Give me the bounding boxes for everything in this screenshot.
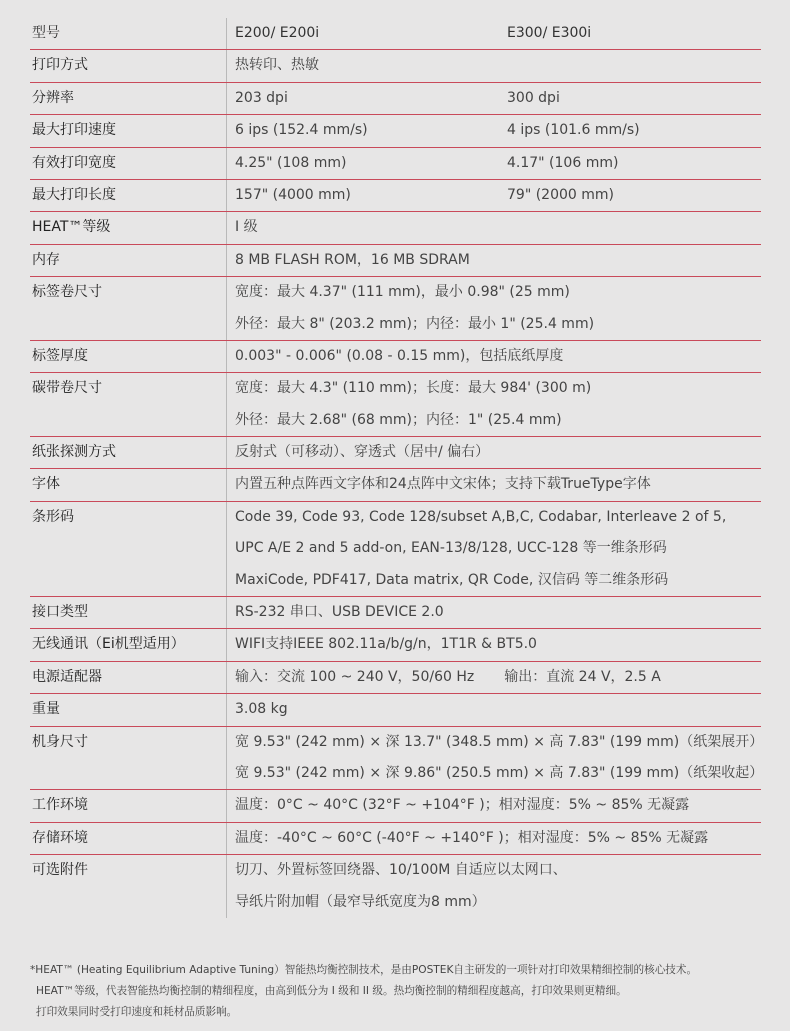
row-value-line: Code 39, Code 93, Code 128/subset A,B,C, Codabar, Interleave 2 of 5, <box>235 508 727 525</box>
row-value-b: 79" (2000 mm) <box>507 186 614 203</box>
row-value: RS-232 串口、USB DEVICE 2.0 <box>235 604 444 621</box>
row-value-line: 外径：最大 8" (203.2 mm)；内径：最小 1" (25.4 mm) <box>235 315 595 332</box>
row-value-line: 切刀、外置标签回绕器、10/100M 自适应以太网口、 <box>235 862 567 879</box>
power-input: 输入：交流 100 ~ 240 V，50/60 Hz <box>235 668 475 685</box>
row-label: 分辨率 <box>32 89 74 106</box>
row-value-line: 导纸片附加帽（最窄导纸宽度为8 mm） <box>235 893 486 910</box>
row-label: 碳带卷尺寸 <box>32 380 102 397</box>
row-value-a: 4.25" (108 mm) <box>235 154 347 171</box>
row-weight <box>30 694 761 726</box>
row-label: 无线通讯（Ei机型适用） <box>32 636 185 653</box>
row-value-b: 4.17" (106 mm) <box>507 154 619 171</box>
row-value-line: 外径：最大 2.68" (68 mm)；内径：1" (25.4 mm) <box>235 411 562 428</box>
row-value-line: UPC A/E 2 and 5 add-on, EAN-13/8/128, UCC-128 等一维条形码 <box>235 540 667 557</box>
row-value: 0.003" - 0.006" (0.08 - 0.15 mm)，包括底纸厚度 <box>235 347 564 364</box>
row-value: 温度：-40°C ~ 60°C (-40°F ~ +140°F )；相对湿度：5% ~ 85% 无凝露 <box>235 829 709 846</box>
row-value-b: 300 dpi <box>507 89 560 106</box>
footnote-line: 打印效果同时受打印速度和耗材品质影响。 <box>36 1006 238 1018</box>
row-value: 温度：0°C ~ 40°C (32°F ~ +104°F )；相对湿度：5% ~ 85% 无凝露 <box>235 797 690 814</box>
row-value: 8 MB FLASH ROM，16 MB SDRAM <box>235 251 470 268</box>
model-b: E300/ E300i <box>507 25 592 41</box>
row-label: 内存 <box>32 251 60 268</box>
row-storage-env <box>30 823 761 855</box>
footnote <box>30 960 770 1023</box>
row-label: 最大打印速度 <box>32 122 116 139</box>
row-value-input <box>235 662 661 693</box>
header-label: 型号 <box>32 25 60 41</box>
row-label: 最大打印长度 <box>32 186 116 203</box>
row-label: 存储环境 <box>32 829 88 846</box>
row-value-a: 6 ips (152.4 mm/s) <box>235 122 368 139</box>
row-value: 3.08 kg <box>235 701 288 718</box>
row-operating-env <box>30 790 761 822</box>
row-label: 标签卷尺寸 <box>32 284 102 301</box>
model-a: E200/ E200i <box>235 25 320 41</box>
row-value: I 级 <box>235 219 258 236</box>
row-paper-sensor <box>30 437 761 469</box>
row-resolution <box>30 83 761 115</box>
row-max-speed <box>30 115 761 147</box>
row-label: HEAT™等级 <box>32 219 111 236</box>
row-label: 机身尺寸 <box>32 733 88 750</box>
row-label: 电源适配器 <box>32 668 102 685</box>
row-value-line: 宽度：最大 4.3" (110 mm)；长度：最大 984' (300 m) <box>235 380 592 397</box>
row-barcodes <box>30 502 761 597</box>
row-memory <box>30 245 761 277</box>
row-dimensions <box>30 727 764 791</box>
row-print-method <box>30 50 761 82</box>
row-interface <box>30 597 761 629</box>
row-ribbon-roll <box>30 373 761 437</box>
row-value-line: 宽 9.53" (242 mm) × 深 13.7" (348.5 mm) × 高 7.83" (199 mm)（纸架展开） <box>235 733 764 750</box>
row-label: 重量 <box>32 701 60 718</box>
footnote-line: *HEAT™ (Heating Equilibrium Adaptive Tuning）智能热均衡控制技术，是由POSTEK自主研发的一项针对打印效果精细控制的核心技术。 <box>30 964 698 976</box>
row-value: WIFI支持IEEE 802.11a/b/g/n，1T1R & BT5.0 <box>235 636 537 653</box>
row-value: 内置五种点阵西文字体和24点阵中文宋体；支持下载TrueType字体 <box>235 476 651 493</box>
row-label-roll <box>30 277 761 341</box>
row-value: 热转印、热敏 <box>235 57 319 74</box>
spec-table <box>30 18 764 918</box>
row-options <box>30 855 761 918</box>
row-label: 接口类型 <box>32 604 88 621</box>
row-value-a: 157" (4000 mm) <box>235 186 351 203</box>
row-label: 可选附件 <box>32 862 88 879</box>
row-fonts <box>30 469 761 501</box>
row-label: 工作环境 <box>32 797 88 814</box>
row-label: 有效打印宽度 <box>32 154 116 171</box>
footnote-line: HEAT™等级，代表智能热均衡控制的精细程度，由高到低分为 I 级和 II 级。热均衡控制的精细程度越高，打印效果则更精细。 <box>36 985 627 997</box>
header-row <box>30 18 761 50</box>
row-label: 纸张探测方式 <box>32 444 116 461</box>
row-value-b: 4 ips (101.6 mm/s) <box>507 122 640 139</box>
power-output: 输出：直流 24 V，2.5 A <box>504 668 661 685</box>
row-label: 条形码 <box>32 508 74 525</box>
row-wireless <box>30 629 761 661</box>
row-print-width <box>30 148 761 180</box>
row-label: 字体 <box>32 476 60 493</box>
row-value-line: 宽度：最大 4.37" (111 mm)，最小 0.98" (25 mm) <box>235 284 570 301</box>
row-value-line: 宽 9.53" (242 mm) × 深 9.86" (250.5 mm) × 高 7.83" (199 mm)（纸架收起） <box>235 764 764 781</box>
row-label-thickness <box>30 341 761 373</box>
row-print-length <box>30 180 761 212</box>
row-value-line: MaxiCode, PDF417, Data matrix, QR Code, 汉信码 等二维条形码 <box>235 571 669 588</box>
row-value-a: 203 dpi <box>235 89 288 106</box>
row-label: 标签厚度 <box>32 347 88 364</box>
row-label: 打印方式 <box>32 57 88 74</box>
row-value: 反射式（可移动）、穿透式（居中/ 偏右） <box>235 444 490 461</box>
row-heat-level <box>30 212 761 244</box>
row-power <box>30 662 761 694</box>
